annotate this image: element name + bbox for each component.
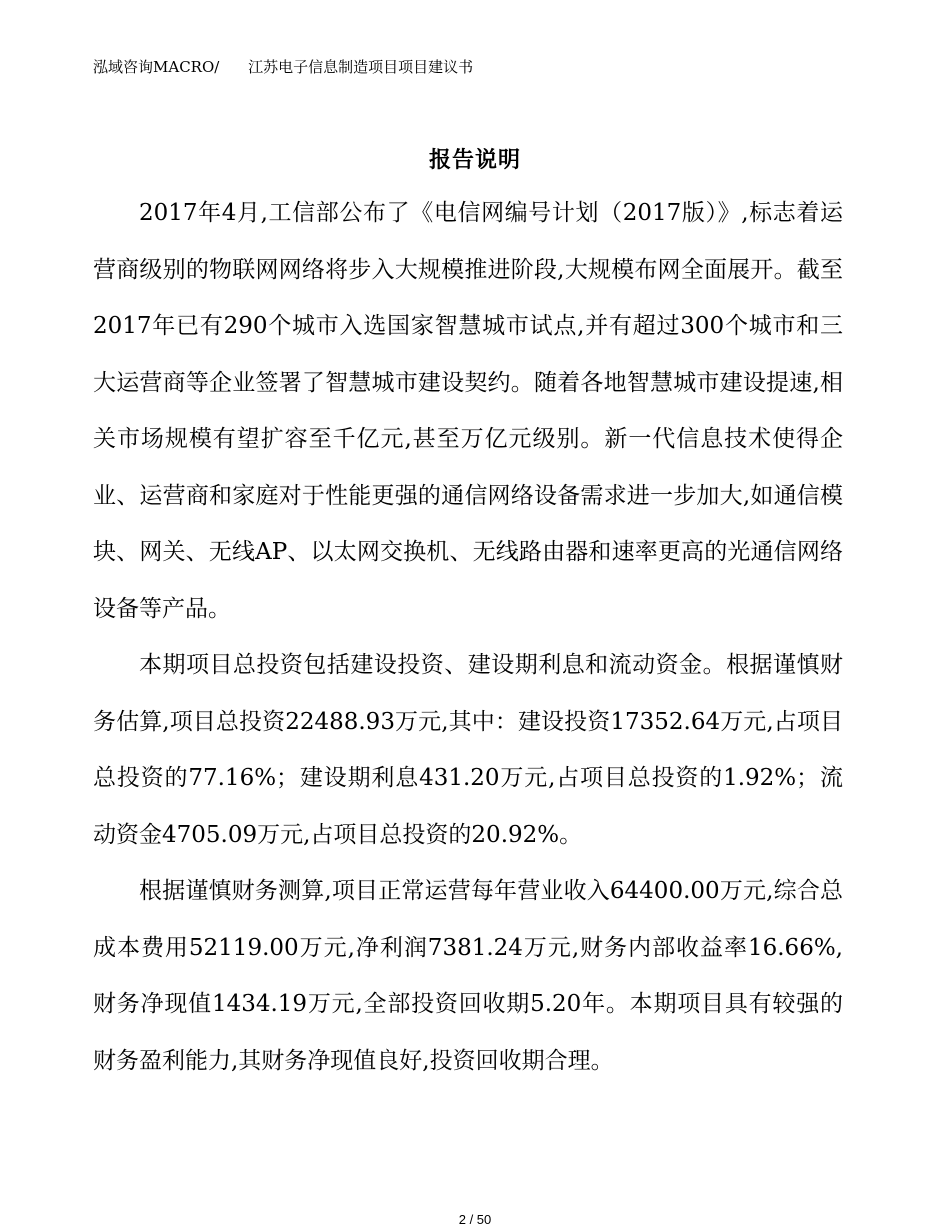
page-header (93, 56, 473, 77)
header-company: 泓域咨询MACRO/ (93, 58, 220, 76)
page-number: 2 / 50 (458, 1212, 492, 1227)
header-doc-title: 江苏电子信息制造项目项目建议书 (248, 58, 474, 76)
paragraph-intro: 2017年4月,工信部公布了《电信网编号计划（2017版）》,标志着运营商级别的物联网网络将步入大规模推进阶段,大规模布网全面展开。截至2017年已有290个城市入选国家智慧城市试点,并有超过300个城市和三大运营商等企业签署了智慧城市建设契约。随着各地智慧城市建设提速,相关市场规模有望扩容至千亿元,甚至万亿元级别。新一代信息技术使得企业、运营商和家庭对于性能更强的通信网络设备需求进一步加大,如通信模块、网关、无线AP、以太网交换机、无线路由器和速率更高的光通信网络设备等产品。 (93, 200, 843, 622)
report-body (93, 185, 843, 1089)
paragraph-investment: 本期项目总投资包括建设投资、建设期利息和流动资金。根据谨慎财务估算,项目总投资22488.93万元,其中：建设投资17352.64万元,占项目总投资的77.16%；建设期利息431.20万元,占项目总投资的1.92%；流动资金4705.09万元,占项目总投资的20.92%。 (93, 652, 843, 848)
section-title: 报告说明 (428, 147, 521, 173)
paragraph-financials: 根据谨慎财务测算,项目正常运营每年营业收入64400.00万元,综合总成本费用52119.00万元,净利润7381.24万元,财务内部收益率16.66%,财务净现值1434.19万元,全部投资回收期5.20年。本期项目具有较强的财务盈利能力,其财务净现值良好,投资回收期合理。 (93, 878, 843, 1074)
